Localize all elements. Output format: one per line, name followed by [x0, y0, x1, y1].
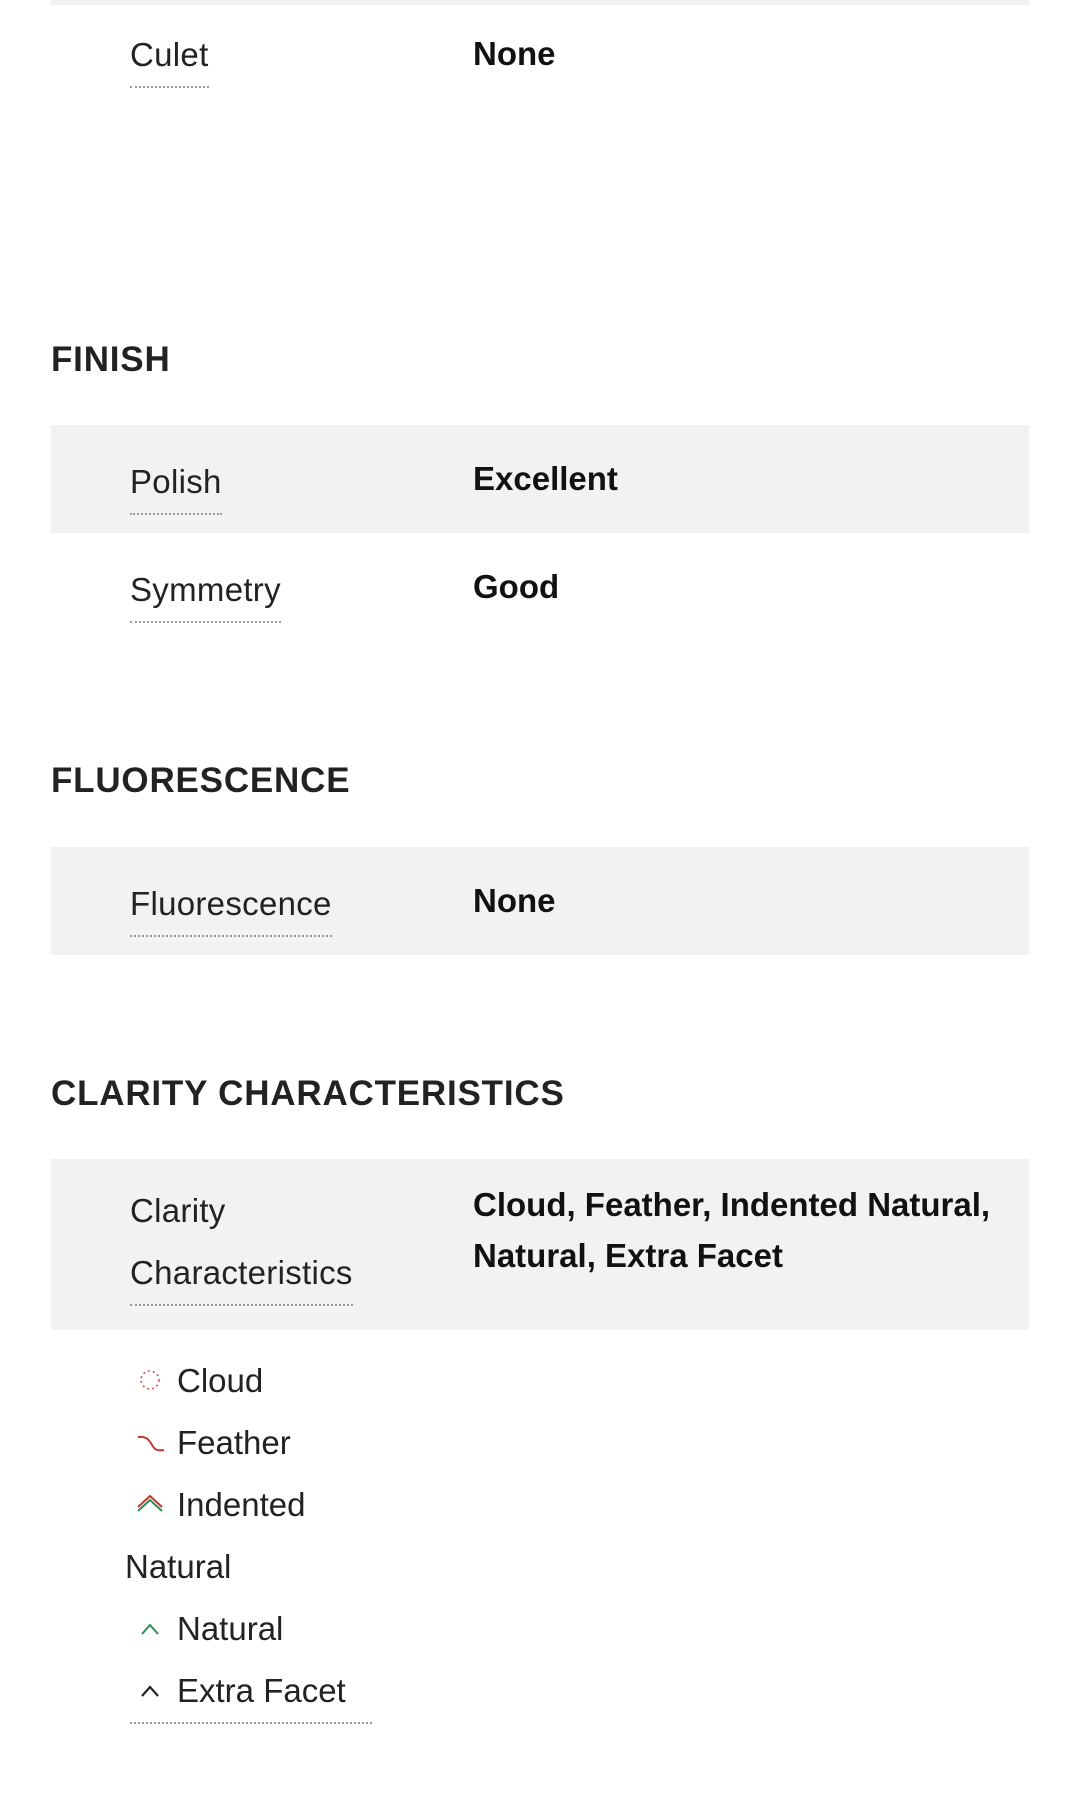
clarity-characteristics-legend[interactable] [125, 1350, 372, 1724]
legend-item-feather [130, 1412, 372, 1474]
cloud-icon [135, 1365, 165, 1395]
symmetry-value: Good [473, 568, 560, 605]
section-heading-fluorescence: FLUORESCENCE [51, 761, 351, 800]
detail-row-culet [51, 5, 1029, 105]
legend-label-extra-facet: Extra Facet [177, 1672, 346, 1709]
fluorescence-label[interactable]: Fluorescence [130, 873, 332, 937]
detail-row-fluorescence [51, 847, 1029, 955]
section-heading-clarity-characteristics: CLARITY CHARACTERISTICS [51, 1074, 565, 1113]
legend-item-extra-facet [130, 1660, 372, 1722]
culet-value: None [473, 35, 556, 72]
indented-natural-icon [135, 1489, 165, 1519]
legend-item-natural [130, 1598, 372, 1660]
clarity-label-line-2: Characteristics [130, 1254, 353, 1291]
symmetry-label[interactable]: Symmetry [130, 559, 281, 623]
detail-row-symmetry [51, 533, 1029, 641]
legend-item-indented-natural [130, 1474, 372, 1536]
detail-row-polish [51, 425, 1029, 533]
legend-label-indented: Indented [177, 1486, 306, 1523]
legend-label-feather: Feather [177, 1424, 291, 1461]
feather-icon [135, 1427, 165, 1457]
clarity-value-line-2: Natural, Extra Facet [473, 1237, 783, 1274]
fluorescence-value: None [473, 882, 556, 919]
detail-row-clarity-characteristics [51, 1159, 1029, 1330]
polish-label[interactable]: Polish [130, 451, 222, 515]
clarity-characteristics-value [473, 1179, 990, 1281]
clarity-characteristics-label[interactable] [130, 1180, 353, 1306]
natural-icon [135, 1613, 165, 1643]
legend-item-indented-natural-line-2 [125, 1536, 372, 1598]
legend-label-natural-continued: Natural [125, 1548, 232, 1585]
clarity-value-line-1: Cloud, Feather, Indented Natural, [473, 1186, 991, 1223]
clarity-label-line-1: Clarity [130, 1192, 226, 1229]
extra-facet-icon [135, 1675, 165, 1705]
legend-item-cloud [130, 1350, 372, 1412]
section-heading-finish: FINISH [51, 340, 171, 379]
polish-value: Excellent [473, 460, 618, 497]
legend-label-cloud: Cloud [177, 1362, 264, 1399]
culet-label[interactable]: Culet [130, 24, 209, 88]
legend-label-natural: Natural [177, 1610, 284, 1647]
